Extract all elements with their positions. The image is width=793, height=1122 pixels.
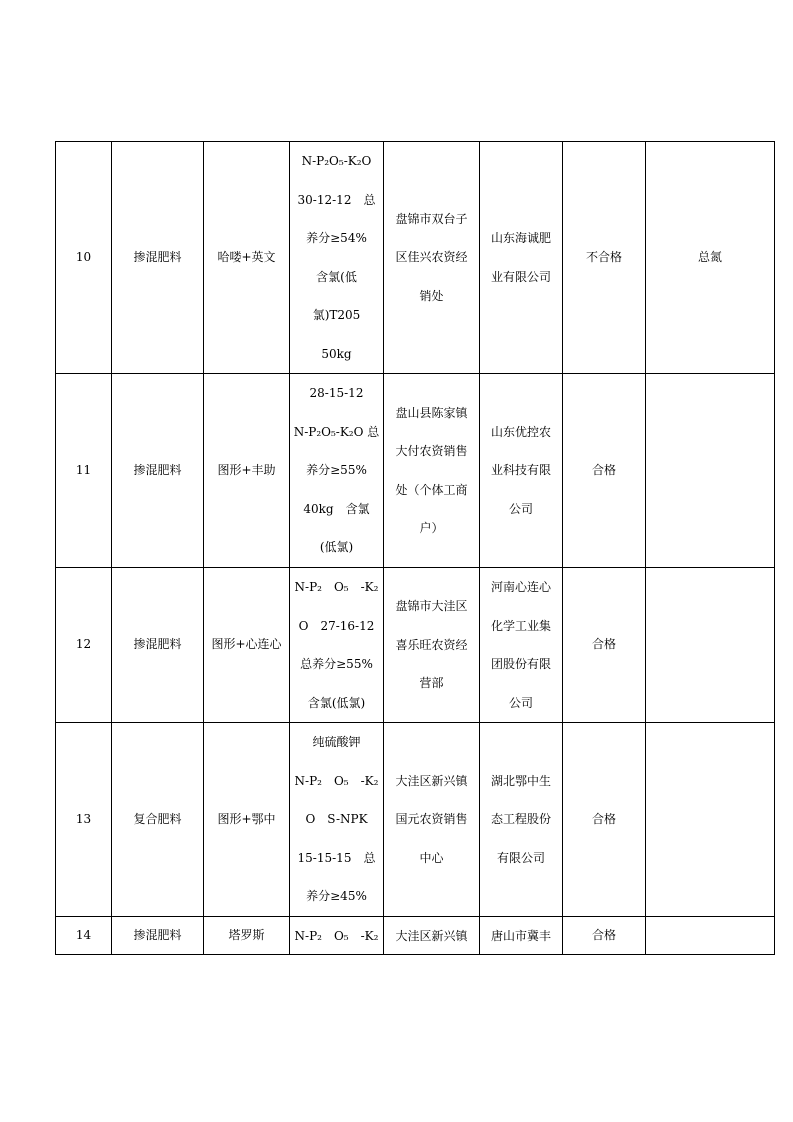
spec-cell [290, 568, 384, 723]
product-type-cell: 掺混肥料 [112, 917, 204, 955]
seller-line: 国元农资销售 [395, 812, 468, 827]
manufacturer-cell [480, 568, 563, 723]
spec-line: 纯硫酸钾 [312, 735, 361, 750]
maker-line: 山东海诚肥 [490, 231, 551, 245]
maker-line: 业有限公司 [490, 269, 551, 284]
spec-line: (低氯) [319, 540, 354, 555]
serial-number-cell: 11 [56, 374, 112, 568]
seller-line: 盘锦市双台子 [395, 211, 468, 226]
product-type-cell: 掺混肥料 [112, 142, 204, 374]
spec-line: 30-12-12 总 [297, 192, 376, 207]
spec-line: O 27-16-12 [298, 618, 375, 633]
maker-line: 业科技有限 [490, 463, 551, 478]
spec-line: N-P₂O₅-K₂O 总 [293, 424, 380, 439]
table-row [56, 723, 775, 917]
seller-line: 喜乐旺农资经 [395, 637, 468, 652]
product-type-cell: 掺混肥料 [112, 568, 204, 723]
seller-cell [384, 568, 480, 723]
maker-line: 公司 [508, 695, 533, 710]
failed-item-cell [646, 917, 775, 955]
seller-line: 销处 [419, 288, 444, 303]
seller-line: 处（个体工商 [395, 482, 468, 497]
spec-line: N-P₂ O₅ -K₂ [294, 580, 379, 594]
spec-cell [290, 723, 384, 917]
maker-line: 有限公司 [496, 850, 545, 865]
seller-cell [384, 723, 480, 917]
brand-cell: 哈喽+英文 [204, 142, 290, 374]
maker-line: 河南心连心 [490, 580, 551, 594]
spec-line: O S-NPK [305, 812, 368, 827]
manufacturer-cell [480, 142, 563, 374]
serial-number-cell: 13 [56, 723, 112, 917]
seller-cell [384, 142, 480, 374]
spec-line: 养分≥55% [306, 463, 367, 478]
result-cell: 合格 [563, 723, 646, 917]
table-row [56, 568, 775, 723]
result-cell: 不合格 [563, 142, 646, 374]
table-body [56, 142, 775, 955]
seller-line: 大洼区新兴镇 [395, 773, 468, 788]
spec-line: 28-15-12 [309, 386, 364, 401]
seller-line: 区佳兴农资经 [395, 250, 468, 265]
spec-cell [290, 374, 384, 568]
maker-line: 化学工业集 [490, 618, 551, 633]
maker-line: 唐山市冀丰 [490, 928, 551, 943]
seller-line: 户） [419, 521, 444, 535]
spec-line: 氯)T205 [312, 308, 361, 322]
table-row [56, 374, 775, 568]
spec-line: 养分≥54% [306, 231, 367, 245]
result-cell: 合格 [563, 917, 646, 955]
spec-line: 养分≥45% [306, 889, 367, 904]
spec-cell [290, 917, 384, 955]
table-row [56, 142, 775, 374]
spec-line: 40kg 含氯 [303, 501, 370, 516]
serial-number-cell: 10 [56, 142, 112, 374]
result-cell: 合格 [563, 374, 646, 568]
table-row [56, 917, 775, 955]
spec-line: N-P₂ O₅ -K₂ [294, 773, 379, 788]
failed-item-cell [646, 723, 775, 917]
seller-line: 大付农资销售 [395, 444, 468, 458]
seller-cell [384, 374, 480, 568]
maker-line: 团股份有限 [490, 657, 551, 671]
spec-line: 含氯(低 [316, 269, 357, 284]
manufacturer-cell [480, 374, 563, 568]
failed-item-cell [646, 374, 775, 568]
spec-line: 总养分≥55% [300, 657, 373, 671]
seller-line: 营部 [419, 676, 444, 691]
spec-line: 含氯(低氯) [307, 695, 366, 710]
spec-line: 50kg [321, 346, 352, 361]
maker-line: 态工程股份 [490, 812, 551, 827]
manufacturer-cell [480, 917, 563, 955]
seller-line: 盘锦市大洼区 [395, 599, 468, 614]
manufacturer-cell [480, 723, 563, 917]
failed-item-cell: 总氮 [646, 142, 775, 374]
brand-cell: 图形+丰助 [204, 374, 290, 568]
brand-cell: 图形+心连心 [204, 568, 290, 723]
result-cell: 合格 [563, 568, 646, 723]
maker-line: 湖北鄂中生 [490, 773, 551, 788]
spec-line: N-P₂ O₅ -K₂ [294, 928, 379, 943]
spec-line: 15-15-15 总 [297, 850, 376, 865]
maker-line: 公司 [508, 501, 533, 516]
seller-line: 盘山县陈家镇 [395, 405, 468, 420]
failed-item-cell [646, 568, 775, 723]
brand-cell: 塔罗斯 [204, 917, 290, 955]
serial-number-cell: 12 [56, 568, 112, 723]
seller-line: 大洼区新兴镇 [395, 928, 468, 943]
seller-cell [384, 917, 480, 955]
brand-cell: 图形+鄂中 [204, 723, 290, 917]
serial-number-cell: 14 [56, 917, 112, 955]
maker-line: 山东优控农 [490, 424, 551, 439]
inspection-results-table [55, 141, 775, 955]
spec-line: N-P₂O₅-K₂O [301, 154, 372, 168]
seller-line: 中心 [419, 850, 444, 865]
product-type-cell: 复合肥料 [112, 723, 204, 917]
product-type-cell: 掺混肥料 [112, 374, 204, 568]
spec-cell [290, 142, 384, 374]
